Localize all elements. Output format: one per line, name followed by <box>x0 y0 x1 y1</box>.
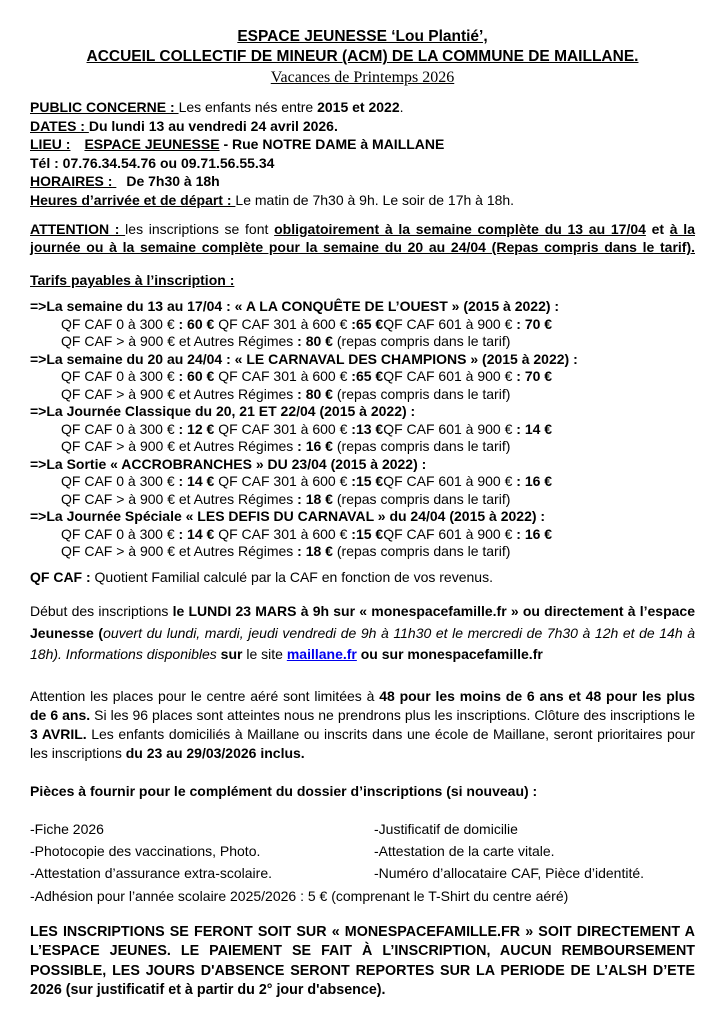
attention-label: ATTENTION : <box>30 220 126 237</box>
qf-range: QF CAF 601 à 900 € <box>383 315 517 332</box>
qf-note: (repas compris dans le tarif) <box>332 385 511 402</box>
lieu-name: ESPACE JEUNESSE <box>84 136 220 153</box>
page-subtitle <box>30 67 695 88</box>
horaires-text: De 7h30 à 18h <box>126 173 220 190</box>
qf-price: : 16 € <box>516 525 553 542</box>
tarif-title: =>La Sortie « ACCROBRANCHES » DU 23/04 (2015 à 2022) : <box>30 455 427 472</box>
places-priority-text: Les enfants domiciliés à Maillane ou inscrits dans une école de Maillane, seront prioritaires pour les inscriptions <box>30 725 695 761</box>
qf-price: : 18 € <box>297 490 333 507</box>
tarifs-heading <box>30 271 695 290</box>
qf-price: : 14 € <box>178 525 215 542</box>
places-closing-date: 3 AVRIL. <box>30 725 87 742</box>
horaires-line <box>30 172 695 191</box>
page-title-line1-text: ESPACE JEUNESSE ‘Lou Plantié’, <box>237 28 488 45</box>
lieu-address: - Rue NOTRE DAME à MAILLANE <box>219 136 445 153</box>
debut-date-info: le LUNDI 23 MARS à 9h sur « monespacefamille.fr » ou directement à l’espace Jeunesse ( <box>30 603 695 641</box>
qf-price: : 14 € <box>516 420 553 437</box>
tel-line: Tél : 07.76.34.54.76 ou 09.71.56.55.34 <box>30 154 275 171</box>
qf-price: :15 € <box>351 525 384 542</box>
tarif-block <box>30 351 695 404</box>
pieces-row <box>30 862 695 884</box>
qf-note: (repas compris dans le tarif) <box>332 543 511 560</box>
pieces-heading: Pièces à fournir pour le complément du dossier d’inscriptions (si nouveau) : <box>30 782 538 799</box>
tarif-row <box>30 421 695 439</box>
public-concerne-text: Les enfants nés entre <box>178 99 318 115</box>
qf-range: QF CAF > à 900 € et Autres Régimes <box>61 385 298 402</box>
public-concerne-period: . <box>399 99 404 115</box>
pieces-row <box>30 885 695 907</box>
tarif-block <box>30 456 695 509</box>
lieu-line <box>30 135 695 154</box>
page-subtitle-text: Vacances de Printemps 2026 <box>270 69 455 86</box>
qf-price: : 14 € <box>178 473 215 490</box>
tarif-title: =>La Journée Classique du 20, 21 ET 22/04 (2015 à 2022) : <box>30 403 416 420</box>
attention-intro: les inscriptions se font <box>125 220 275 237</box>
tarifs-heading-text: Tarifs payables à l’inscription : <box>30 271 235 288</box>
page-title-line2 <box>30 47 695 67</box>
qf-price: : 16 € <box>516 473 553 490</box>
qf-range: QF CAF 601 à 900 € <box>383 525 517 542</box>
qf-price: : 60 € <box>178 315 215 332</box>
public-concerne-line <box>30 98 695 117</box>
dates-text: Du lundi 13 au vendredi 24 avril 2026. <box>88 117 338 134</box>
qf-price: : 12 € <box>178 420 215 437</box>
tarif-row <box>30 316 695 334</box>
places-priority-dates: du 23 au 29/03/2026 inclus. <box>125 744 305 761</box>
tarif-row <box>30 386 695 404</box>
qf-range: QF CAF > à 900 € et Autres Régimes <box>61 543 298 560</box>
tarif-row <box>30 543 695 561</box>
attention-paragraph <box>30 220 695 257</box>
qf-range: QF CAF 301 à 600 € <box>214 525 352 542</box>
qf-note: (repas compris dans le tarif) <box>332 438 511 455</box>
pieces-row <box>30 840 695 862</box>
debut-site-text: le site <box>242 646 287 663</box>
tarif-title: =>La semaine du 13 au 17/04 : « A LA CONQUÊTE DE L’OUEST » (2015 à 2022) : <box>30 298 560 315</box>
pieces-item: -Attestation de la carte vitale. <box>374 842 555 859</box>
attention-conjunction: et <box>645 220 670 237</box>
qf-range: QF CAF 601 à 900 € <box>383 368 517 385</box>
tarif-block <box>30 298 695 351</box>
horaires-label: HORAIRES : <box>30 173 117 190</box>
qf-price: : 70 € <box>516 368 553 385</box>
qf-range: QF CAF 0 à 300 € <box>61 420 179 437</box>
places-limit-paragraph <box>30 687 695 763</box>
qf-price: : 60 € <box>178 368 215 385</box>
qf-range: QF CAF 0 à 300 € <box>61 315 179 332</box>
qf-price: :13 € <box>351 420 384 437</box>
page-title-line1 <box>30 27 695 47</box>
qf-range: QF CAF 301 à 600 € <box>214 368 352 385</box>
qf-price: :15 € <box>351 473 384 490</box>
attention-rule-week2: à la journée ou à la semaine complète pour la semaine du 20 au 24/04 (Repas compris dans le tarif). <box>30 220 695 256</box>
debut-intro: Début des inscriptions <box>30 603 173 620</box>
pieces-list <box>30 818 695 908</box>
page-title-line2-text: ACCUEIL COLLECTIF DE MINEUR (ACM) DE LA COMMUNE DE MAILLANE. <box>86 48 639 65</box>
places-mid: Si les 96 places sont atteintes nous ne prendrons plus les inscriptions. Clôture des inscriptions le <box>90 706 695 723</box>
final-notice-paragraph: LES INSCRIPTIONS SE FERONT SOIT SUR « MONESPACEFAMILLE.FR » SOIT DIRECTEMENT A L’ESPACE JEUNES. LE PAIEMENT SE FAIT À L’INSCRIPTION, AUCUN REMBOURSEMENT POSSIBLE, LES JOURS D'ABSENCE SERONT REPORTES SUR LA PERIODE DE L’ALSH D’ETE 2026 (sur justificatif et à partir du 2° jour d'absence). <box>30 924 695 999</box>
debut-opening-hours: ouvert du lundi, mardi, jeudi vendredi de 9h à 11h30 et le mercredi de 7h30 à 12h et de 14h à 18h). Informations disponibles <box>30 624 696 663</box>
inscriptions-start-paragraph <box>30 601 695 666</box>
qf-range: QF CAF 601 à 900 € <box>383 420 517 437</box>
tarifs-section <box>30 298 695 561</box>
tarif-row <box>30 526 695 544</box>
pieces-item-adhesion: -Adhésion pour l’année scolaire 2025/2026 : 5 € (comprenant le T-Shirt du centre aéré) <box>30 887 569 904</box>
pieces-item: -Photocopie des vaccinations, Photo. <box>30 842 261 859</box>
qf-caf-definition: Quotient Familial calculé par la CAF en fonction de vos revenus. <box>94 568 493 585</box>
pieces-item: -Attestation d’assurance extra-scolaire. <box>30 865 272 882</box>
qf-price: : 16 € <box>297 438 333 455</box>
debut-outro: ou sur monespacefamille.fr <box>356 646 543 663</box>
qf-range: QF CAF > à 900 € et Autres Régimes <box>61 333 298 350</box>
public-concerne-years: 2015 et 2022 <box>317 99 400 115</box>
qf-range: QF CAF 0 à 300 € <box>61 368 179 385</box>
public-concerne-label: PUBLIC CONCERNE : <box>30 99 179 115</box>
lieu-label: LIEU : <box>30 136 71 153</box>
qf-price: : 80 € <box>297 385 333 402</box>
tarif-title: =>La Journée Spéciale « LES DEFIS DU CARNAVAL » du 24/04 (2015 à 2022) : <box>30 508 546 525</box>
qf-price: : 18 € <box>297 543 333 560</box>
qf-price: : 80 € <box>297 333 333 350</box>
pieces-row <box>30 818 695 840</box>
qf-range: QF CAF 0 à 300 € <box>61 525 179 542</box>
tarif-row <box>30 473 695 491</box>
info-section <box>30 98 695 210</box>
dates-line <box>30 117 695 136</box>
qf-caf-label: QF CAF : <box>30 568 95 585</box>
qf-range: QF CAF 301 à 600 € <box>214 473 352 490</box>
qf-range: QF CAF > à 900 € et Autres Régimes <box>61 490 298 507</box>
pieces-item: -Fiche 2026 <box>30 820 104 837</box>
tarif-row <box>30 333 695 351</box>
dates-label: DATES : <box>30 117 89 134</box>
places-intro: Attention les places pour le centre aéré sont limitées à <box>30 687 380 704</box>
pieces-item: -Justificatif de domicilie <box>374 820 518 837</box>
places-limit: 48 pour les moins de 6 ans et 48 pour les plus de 6 ans. <box>30 687 696 723</box>
attention-rule-week1: obligatoirement à la semaine complète du 13 au 17/04 <box>274 220 646 237</box>
qf-range: QF CAF 301 à 600 € <box>214 420 352 437</box>
tarif-title: =>La semaine du 20 au 24/04 : « LE CARNAVAL DES CHAMPIONS » (2015 à 2022) : <box>30 350 578 367</box>
maillane-link[interactable]: maillane.fr <box>286 646 357 663</box>
heures-line <box>30 191 695 210</box>
pieces-item: -Numéro d’allocataire CAF, Pièce d’identité. <box>374 865 645 882</box>
heures-label: Heures d’arrivée et de départ : <box>30 191 236 208</box>
debut-sur: sur <box>220 646 243 663</box>
qf-range: QF CAF 0 à 300 € <box>61 473 179 490</box>
qf-range: QF CAF 301 à 600 € <box>214 315 352 332</box>
qf-price: : 70 € <box>516 315 553 332</box>
tarif-row <box>30 491 695 509</box>
qf-range: QF CAF > à 900 € et Autres Régimes <box>61 438 298 455</box>
tarif-block <box>30 403 695 456</box>
heures-text: Le matin de 7h30 à 9h. Le soir de 17h à 18h. <box>235 191 515 208</box>
qf-note: (repas compris dans le tarif) <box>332 490 511 507</box>
tarif-row <box>30 438 695 456</box>
tarif-row <box>30 368 695 386</box>
qf-note: (repas compris dans le tarif) <box>332 333 511 350</box>
qf-price: :65 € <box>351 315 384 332</box>
tarif-block <box>30 508 695 561</box>
qf-range: QF CAF 601 à 900 € <box>383 473 517 490</box>
qf-caf-definition-line <box>30 568 695 587</box>
qf-price: :65 € <box>351 368 384 385</box>
